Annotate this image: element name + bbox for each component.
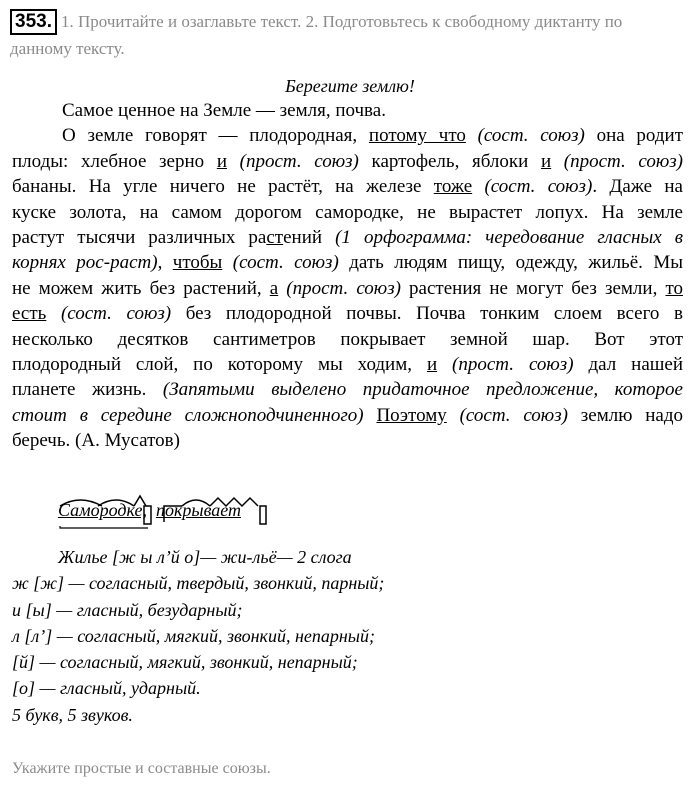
text-line	[12, 98, 683, 123]
text-segment: куске золота, на самом дорогом самородке, не вырастет лопух. На земле	[12, 201, 683, 223]
conjunction: Поэтому	[376, 404, 447, 426]
annotation: (Запятыми выделено придаточное предложение, которое	[162, 379, 683, 401]
text-segment	[222, 252, 232, 273]
text-line	[12, 250, 683, 275]
text-segment	[437, 354, 452, 375]
text-segment	[472, 176, 484, 197]
text-segment: дал нашей	[573, 354, 683, 376]
phonetic-line: [й] — согласный, мягкий, звонкий, непарный;	[12, 652, 358, 673]
annotation: (сост. союз)	[60, 303, 172, 325]
text-line	[12, 123, 683, 148]
annotation: (прост. союз)	[452, 354, 574, 376]
phonetic-line: 5 букв, 5 звуков.	[12, 704, 133, 725]
task-instruction	[10, 8, 680, 62]
text-title: Берегите землю!	[285, 76, 415, 96]
text-segment: беречь. (А. Мусатов)	[12, 430, 180, 452]
phonetic-line: и [ы] — гласный, безударный;	[12, 599, 243, 620]
text-segment	[46, 303, 61, 324]
conjunction: и	[540, 150, 552, 172]
text-line	[12, 428, 683, 453]
text-segment: ,	[157, 252, 173, 274]
footer-question: Укажите простые и составные союзы.	[12, 760, 271, 777]
text-segment	[364, 405, 377, 426]
exercise-number: 353.	[10, 9, 57, 35]
conjunction: и	[426, 354, 438, 376]
phonetic-line: л [л’] — согласный, мягкий, звонкий, непарный;	[12, 625, 375, 646]
conjunction: потому что	[368, 125, 466, 147]
text-segment	[466, 125, 478, 146]
conjunction: и	[216, 150, 227, 172]
text-segment: . Даже на	[592, 176, 683, 198]
phonetic-analysis	[12, 544, 384, 728]
text-line	[12, 301, 683, 326]
text-line	[12, 403, 683, 428]
conjunction: а	[269, 277, 279, 299]
conjunction: то	[665, 277, 683, 299]
conjunction: тоже	[433, 176, 473, 198]
text-segment: землю надо	[567, 404, 684, 426]
conjunction: чтобы	[172, 252, 223, 274]
annotation: корнях рос-раст)	[12, 252, 158, 274]
text-segment: О земле говорят — плодородная,	[62, 125, 369, 147]
annotation: (сост. союз)	[232, 252, 339, 274]
text-segment: бананы. На угле ничего не растёт, на железе	[12, 176, 434, 198]
text-segment	[227, 151, 240, 172]
text-line	[12, 352, 683, 377]
text-segment: планете жизнь.	[12, 379, 163, 401]
annotation: (прост. союз)	[286, 277, 401, 299]
text-segment: не можем жить без растений,	[12, 277, 270, 299]
text-segment: растения не могут без земли,	[400, 277, 666, 299]
annotation: (сост. союз)	[459, 404, 568, 426]
morphemic-analysis	[58, 500, 241, 521]
text-line	[12, 200, 683, 225]
text-segment: картофель, яблоки	[358, 150, 541, 172]
text-line	[12, 174, 683, 199]
annotation: (прост. союз)	[239, 150, 359, 172]
text-segment: плоды: хлебное зерно	[12, 150, 217, 172]
text-segment	[447, 405, 460, 426]
text-segment: ений	[283, 227, 336, 249]
text-segment: несколько десятков сантиметров покрывает земной шар. Вот этот	[12, 328, 683, 350]
text-segment: Самое ценное на Земле — земля, почва.	[62, 100, 386, 121]
morph-word-pokryvaet: покрывает	[155, 500, 242, 520]
conjunction: есть	[12, 303, 47, 325]
text-segment	[551, 151, 564, 172]
morph-word-samorodke: Самородке,	[58, 500, 147, 520]
phonetic-line: ж [ж] — согласный, твердый, звонкий, парный;	[12, 573, 385, 594]
text-line	[12, 377, 683, 402]
morpheme-marks	[58, 500, 278, 530]
annotation: (сост. союз)	[484, 176, 593, 198]
annotation: (1 орфограмма: чередование гласных в	[335, 227, 684, 249]
text-segment: она родит	[584, 125, 683, 147]
text-segment: плодородный слой, по которому мы ходим,	[12, 354, 427, 376]
annotation: (прост. союз)	[563, 150, 684, 172]
text-line	[12, 276, 683, 301]
annotation: (сост. союз)	[477, 125, 585, 147]
phonetic-line: [о] — гласный, ударный.	[12, 678, 201, 699]
text-line	[12, 327, 683, 352]
text-segment: дать людям пищу, одежду, жильё. Мы	[338, 252, 684, 274]
task-text: 1. Прочитайте и озаглавьте текст. 2. Подготовьтесь к свободному диктанту по данному тексту.	[10, 12, 623, 58]
text-segment: без плодородной почвы. Почва тонким слоем всего в	[171, 303, 683, 325]
text-line	[12, 225, 683, 250]
annotation: стоит в середине сложноподчиненного)	[12, 404, 364, 426]
main-text	[12, 98, 683, 454]
conjunction: ст	[266, 227, 284, 249]
text-segment: растут тысячи различных ра	[12, 227, 267, 249]
phonetic-line: Жилье [ж ы л’й о]— жи-льё— 2 слога	[58, 547, 352, 567]
text-line	[12, 149, 683, 174]
